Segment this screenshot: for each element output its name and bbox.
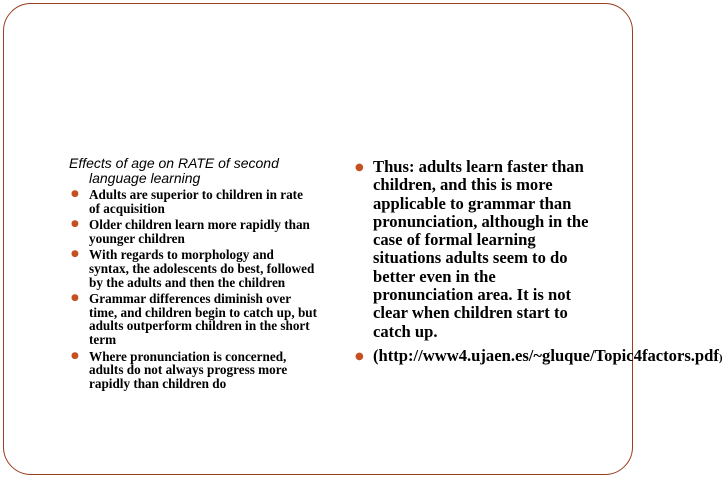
list-item: [69, 350, 317, 391]
right-bullet-list: [353, 157, 723, 367]
list-item: [353, 158, 598, 341]
bullet-text: Where pronunciation is concerned, adults do not always progress more rapidly than children do: [89, 348, 288, 391]
source-link-text[interactable]: (http://www4.ujaen.es/~gluque/Topic4factors.pdf: [373, 345, 719, 365]
left-text-column: [69, 156, 317, 393]
bullet-icon: ●: [71, 350, 79, 361]
bullet-text: Thus: adults learn faster than children, and this is more applicable to grammar than pronunciation, although in the case of formal learning situations adults seem to do better even in the pronunciation area. It is not clear when children start to catch up.: [373, 157, 589, 341]
heading-line-1: Effects of age on RATE of second: [69, 155, 279, 171]
bullet-icon: ●: [355, 350, 364, 362]
list-item: [69, 188, 317, 215]
bullet-icon: ●: [71, 219, 79, 230]
left-bullet-list: [69, 188, 317, 390]
bullet-icon: ●: [355, 162, 364, 173]
closing-paren: ): [718, 351, 723, 364]
bullet-icon: ●: [71, 249, 79, 260]
list-item: [69, 292, 317, 346]
bullet-text: With regards to morphology and syntax, the adolescents do best, followed by the adults and then the children: [89, 247, 315, 290]
bullet-text: Adults are superior to children in rate of acquisition: [89, 187, 303, 216]
heading-line-2: language learning: [89, 170, 201, 186]
bullet-text: Grammar differences diminish over time, and children begin to catch up, but adults outperform children in the short term: [89, 291, 317, 347]
list-item: [69, 218, 317, 245]
right-text-column: [353, 157, 723, 373]
section-heading: [69, 156, 317, 186]
bullet-text: Older children learn more rapidly than younger children: [89, 217, 310, 246]
bullet-icon: ●: [71, 189, 79, 199]
list-item: [69, 248, 317, 289]
list-item: [353, 345, 723, 367]
bullet-icon: ●: [71, 293, 79, 304]
